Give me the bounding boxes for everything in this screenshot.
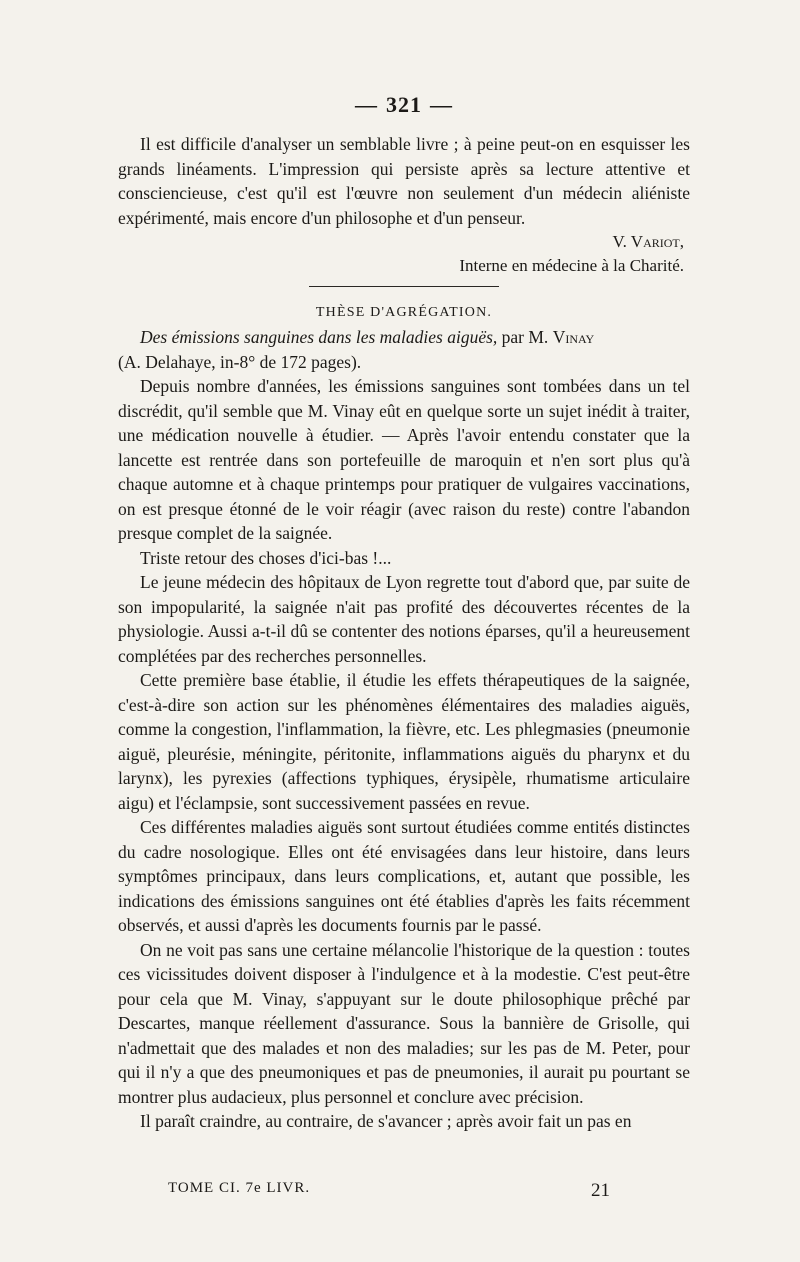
review-publisher: (A. Delahaye, in-8° de 172 pages).	[118, 351, 362, 372]
section-divider	[309, 286, 499, 287]
footer-signature-mark: 21	[591, 1180, 610, 1201]
page-footer	[168, 1180, 610, 1202]
review-title	[118, 325, 690, 374]
page-number-value: 321	[386, 92, 422, 117]
dash-left: —	[355, 92, 378, 117]
footer-volume: TOME CI. 7e LIVR.	[168, 1180, 311, 1196]
signature-title-line	[118, 254, 684, 278]
page-number	[118, 92, 690, 118]
signature-title: Interne en médecine à la Charité.	[459, 256, 684, 275]
signature-name-line	[118, 230, 684, 254]
paragraph-intro: Il est difficile d'analyser un semblable livre ; à peine peut-on en esquisser les grands linéaments. L'impression qui persiste après sa lecture attentive et consciencieuse, c'est qu'il est l'œuvre non seulement d'un médecin aliéniste expérimenté, mais encore d'un philosophe et d'un penseur.	[118, 134, 690, 228]
paragraph: On ne voit pas sans une certaine mélancolie l'historique de la question : toutes ces vicissitudes doivent disposer à l'indulgence et à la modestie. C'est peut-être pour cela que M. Vinay, s'appuyant sur le doute philosophique prêché par Descartes, manque réellement d'assurance. Sous la bannière de Grisolle, qui n'admettait que des malades et non des maladies; sur les pas de M. Peter, pour qui il n'y a que des pneumoniques et pas de pneumonies, il aurait pu pourtant se montrer plus audacieux, plus personnel et conclure avec précision.	[118, 939, 690, 1107]
review-book-title: Des émissions sanguines dans les maladies aiguës,	[140, 327, 498, 347]
paragraph: Ces différentes maladies aiguës sont surtout étudiées comme entités distinctes du cadre nosologique. Elles ont été envisagées dans leur histoire, dans leurs symptômes principaux, dans leurs complications, et, autant que possible, les indications des émissions sanguines ont été établies d'après les faits récemment observés, et aussi d'après les documents fournis par le passé.	[118, 817, 690, 935]
paragraph: Cette première base établie, il étudie les effets thérapeutiques de la saignée, c'est-à-dire son action sur les phénomènes élémentaires des maladies aiguës, comme la congestion, l'inflammation, la fièvre, etc. Les phlegmasies (pneumonie aiguë, pleurésie, méningite, péritonite, inflammations aiguës du pharynx et du larynx), les pyrexies (affections typhiques, érysipèle, rhumatisme articulaire aigu) et l'éclampsie, sont successivement passées en revue.	[118, 670, 690, 813]
signature-name: V. Variot,	[612, 232, 684, 251]
paragraph: Depuis nombre d'années, les émissions sanguines sont tombées dans un tel discrédit, qu'il semble que M. Vinay eût en quelque sorte un sujet inédit à traiter, une médication nouvelle à étudier. — Après l'avoir entendu constater que la lancette est rentrée dans son portefeuille de maroquin et n'en sort plus qu'à chaque automne et à chaque printemps pour pratiquer de vulgaires vaccinations, on est presque étonné de le voir réagir (avec raison du reste) contre l'abandon presque complet de la saignée.	[118, 376, 690, 543]
paragraph: Il paraît craindre, au contraire, de s'avancer ; après avoir fait un pas en	[140, 1111, 632, 1131]
dash-right: —	[430, 92, 453, 117]
section-heading: THÈSE D'AGRÉGATION.	[315, 305, 493, 320]
review-by: par M.	[497, 327, 553, 347]
paragraph: Le jeune médecin des hôpitaux de Lyon regrette tout d'abord que, par suite de son impopularité, la saignée n'ait pas profité des découvertes récentes de la physiologie. Aussi a-t-il dû se contenter des notions éparses, qu'il a heureusement complétées par des recherches personnelles.	[118, 572, 690, 666]
review-author: Vinay	[552, 327, 595, 347]
paragraph: Triste retour des choses d'ici-bas !...	[140, 547, 392, 568]
